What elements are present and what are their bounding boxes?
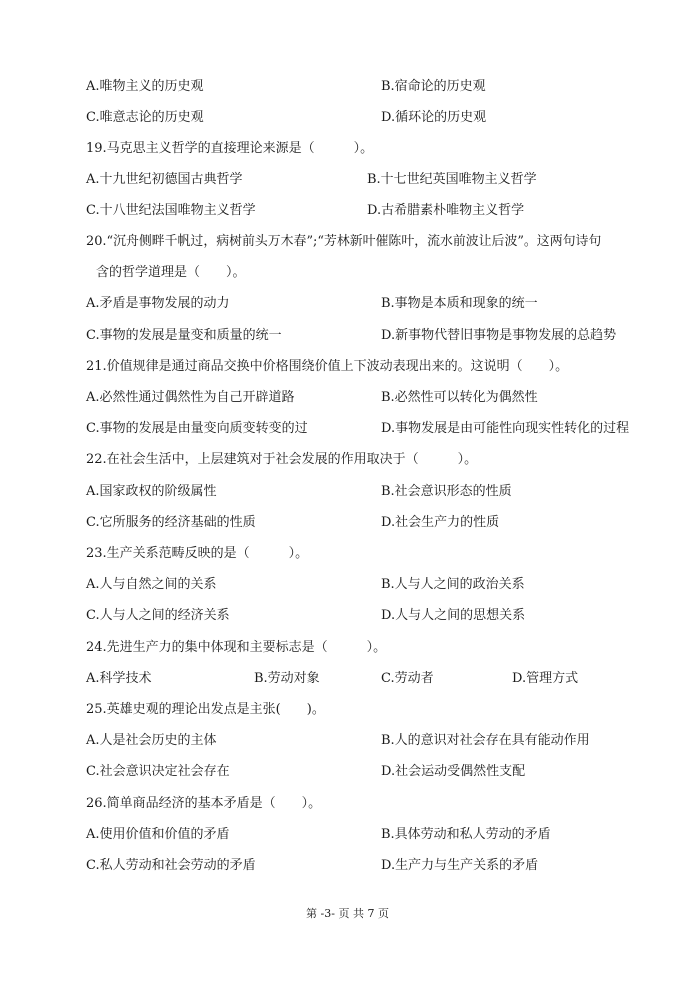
q21-option-a: A.必然性通过偶然性为自己开辟道路 — [86, 390, 295, 405]
q25-option-d: D.社会运动受偶然性支配 — [381, 764, 526, 779]
q26-option-b: B.具体劳动和私人劳动的矛盾 — [381, 827, 551, 842]
page-footer: 第 -3- 页 共 7 页 — [306, 907, 389, 920]
q24-option-c: C.劳动者 — [381, 671, 434, 686]
q20-option-c: C.事物的发展是量变和质量的统一 — [86, 328, 282, 343]
q23-stem: 23.生产关系范畴反映的是（ ）。 — [86, 546, 309, 561]
q20-option-b: B.事物是本质和现象的统一 — [381, 296, 538, 311]
q19-option-a: A.十九世纪初德国古典哲学 — [86, 172, 243, 187]
q25-stem: 25.英雄史观的理论出发点是主张( )。 — [86, 702, 325, 717]
q19-stem: 19.马克思主义哲学的直接理论来源是（ ）。 — [86, 141, 374, 156]
q24-stem: 24.先进生产力的集中体现和主要标志是（ ）。 — [86, 640, 387, 655]
q23-option-d: D.人与人之间的思想关系 — [381, 608, 526, 623]
q26-option-a: A.使用价值和价值的矛盾 — [86, 827, 230, 842]
q24-option-a: A.科学技术 — [86, 671, 152, 686]
q18-option-d: D.循环论的历史观 — [381, 110, 487, 125]
q26-stem: 26.简单商品经济的基本矛盾是（ ）。 — [86, 796, 322, 811]
q22-stem: 22.在社会生活中，上层建筑对于社会发展的作用取决于（ ）。 — [86, 452, 478, 467]
q25-option-b: B.人的意识对社会存在具有能动作用 — [381, 733, 590, 748]
q24-option-b: B.劳动对象 — [254, 671, 320, 686]
q20-stem-line1: 20.“沉舟侧畔千帆过，病树前头万木春”;“芳林新叶催陈叶，流水前波让后波”。这两句诗句 — [86, 234, 602, 249]
q21-option-c: C.事物的发展是由量变向质变转变的过 — [86, 421, 308, 436]
q23-option-b: B.人与人之间的政治关系 — [381, 577, 525, 592]
q19-option-d: D.古希腊素朴唯物主义哲学 — [367, 203, 525, 218]
q26-option-c: C.私人劳动和社会劳动的矛盾 — [86, 858, 256, 873]
q20-stem-line2: 含的哲学道理是（ ）。 — [96, 265, 246, 280]
q19-option-b: B.十七世纪英国唯物主义哲学 — [367, 172, 537, 187]
q18-option-c: C.唯意志论的历史观 — [86, 110, 204, 125]
q20-option-a: A.矛盾是事物发展的动力 — [86, 296, 230, 311]
q21-stem: 21.价值规律是通过商品交换中价格围绕价值上下波动表现出来的。这说明（ ）。 — [86, 359, 569, 374]
q20-option-d: D.新事物代替旧事物是事物发展的总趋势 — [381, 328, 617, 343]
q21-option-b: B.必然性可以转化为偶然性 — [381, 390, 538, 405]
q25-option-a: A.人是社会历史的主体 — [86, 733, 217, 748]
q22-option-b: B.社会意识形态的性质 — [381, 484, 512, 499]
q18-option-b: B.宿命论的历史观 — [381, 79, 486, 94]
q23-option-a: A.人与自然之间的关系 — [86, 577, 217, 592]
q26-option-d: D.生产力与生产关系的矛盾 — [381, 858, 539, 873]
q19-option-c: C.十八世纪法国唯物主义哲学 — [86, 203, 256, 218]
q24-option-d: D.管理方式 — [512, 671, 579, 686]
q18-option-a: A.唯物主义的历史观 — [86, 79, 204, 94]
q22-option-a: A.国家政权的阶级属性 — [86, 484, 217, 499]
q23-option-c: C.人与人之间的经济关系 — [86, 608, 230, 623]
q25-option-c: C.社会意识决定社会存在 — [86, 764, 230, 779]
q22-option-c: C.它所服务的经济基础的性质 — [86, 515, 256, 530]
q22-option-d: D.社会生产力的性质 — [381, 515, 500, 530]
q21-option-d: D.事物发展是由可能性向现实性转化的过程 — [381, 421, 630, 436]
